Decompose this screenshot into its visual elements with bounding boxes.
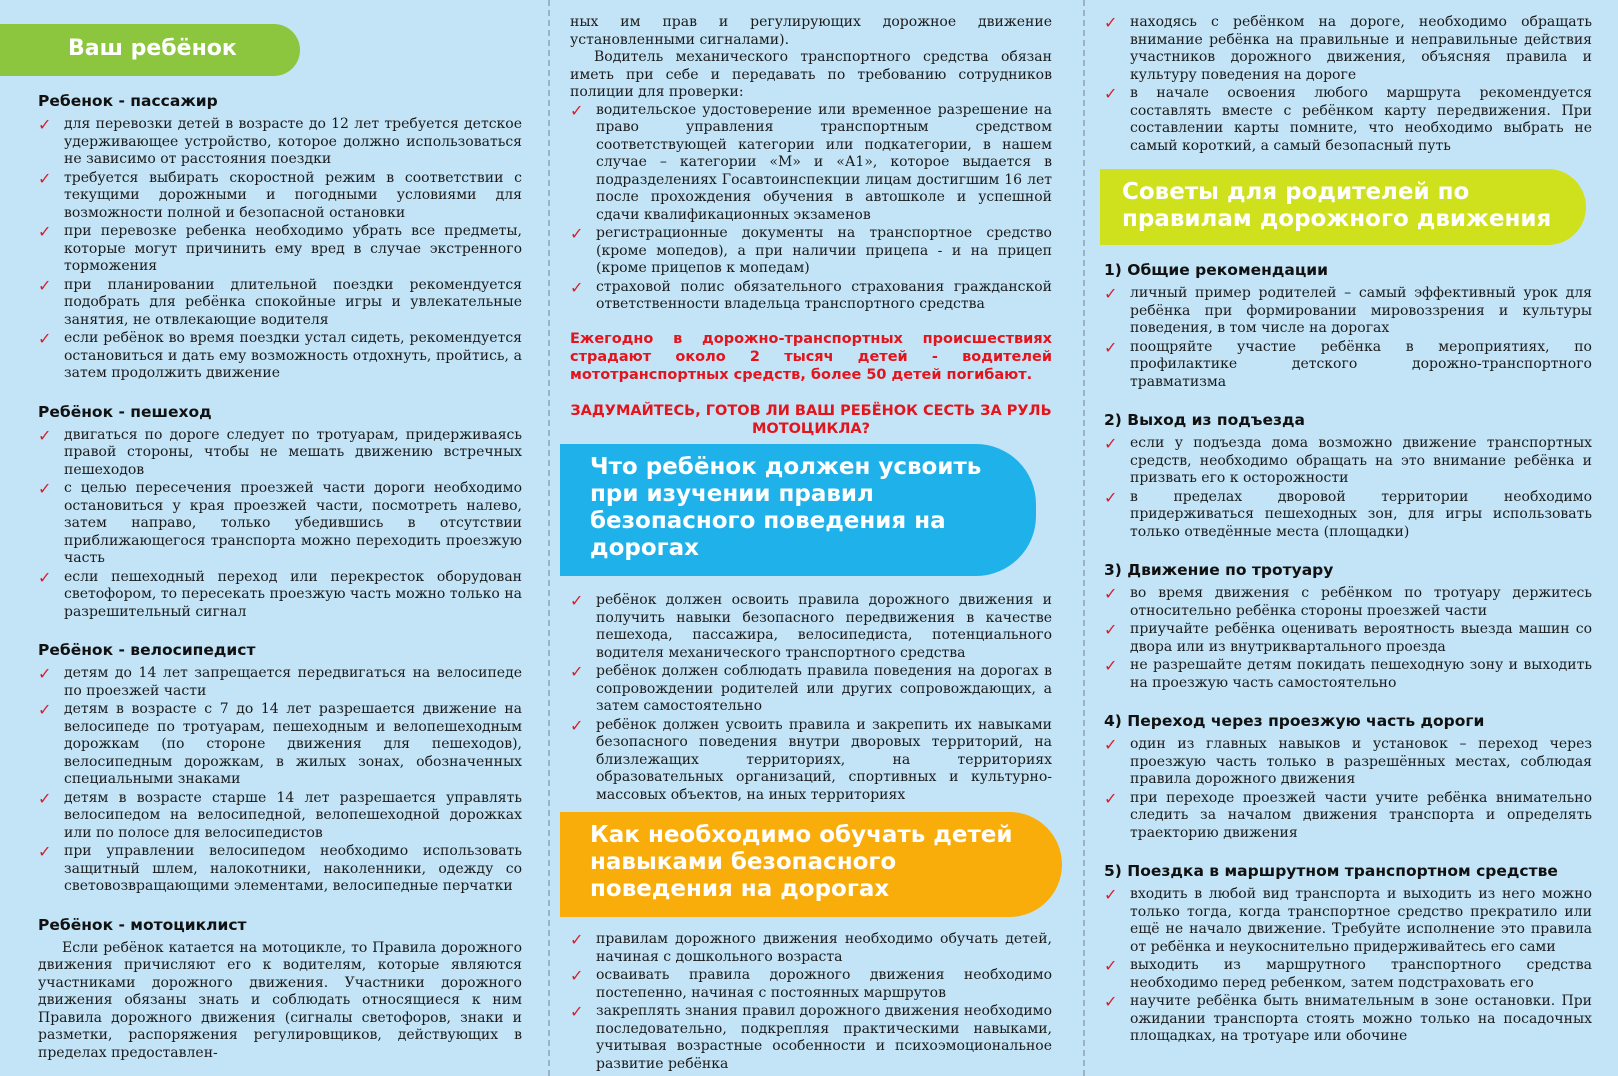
section-list — [1104, 886, 1592, 1046]
section-list — [38, 665, 522, 896]
list-item-text: во время движения с ребёнком по тротуару держитесь относительно ребёнка стороны проезжей части — [1130, 585, 1592, 619]
checkmark-icon: ✓ — [1104, 735, 1118, 755]
list-item-text: приучайте ребёнка оценивать вероятность выезда машин со двора или из внутриквартального проезда — [1130, 621, 1592, 655]
list-item-text: для перевозки детей в возрасте до 12 лет требуется детское удерживающее устройство, которое должно использоваться не зависимо от расстояния поездки — [64, 116, 522, 167]
list-item — [570, 1003, 1052, 1073]
checkmark-icon: ✓ — [1104, 620, 1118, 640]
list-item — [570, 663, 1052, 716]
checkmark-icon: ✓ — [1104, 284, 1118, 304]
checkmark-icon: ✓ — [570, 966, 584, 986]
checkmark-icon: ✓ — [1104, 337, 1118, 357]
list-item-text: если пешеходный переход или перекресток оборудован светофором, то пересекать проезжую часть можно только на разрешительный сигнал — [64, 568, 522, 620]
checkmark-icon: ✓ — [38, 425, 52, 445]
list-item — [1104, 621, 1592, 656]
checkmark-icon: ✓ — [38, 700, 52, 719]
checkmark-icon: ✓ — [570, 715, 584, 735]
checkmark-icon: ✓ — [570, 1002, 584, 1022]
list-item — [570, 279, 1052, 314]
list-item-text: если у подъезда дома возможно движение транспортных средств, необходимо обращать на это внимание ребёнка и призвать его к осторожности — [1130, 435, 1592, 487]
list-item — [1104, 736, 1592, 789]
list-item — [1104, 85, 1592, 155]
checkmark-icon: ✓ — [38, 479, 52, 498]
checkmark-icon: ✓ — [570, 277, 584, 297]
list-item-text: ребёнок должен усвоить правила и закрепить их навыками безопасного поведения внутри дворовых территорий, на близлежащих территориях, на территориях образовательных организаций, спортивных и культурно-массовых объектов, на иных территориях — [596, 716, 1052, 803]
banner-what-child-should-learn: Что ребёнок должен усвоить при изучении правил безопасного поведения на дорогах — [560, 444, 1036, 577]
list-item — [38, 277, 522, 330]
section-title-motorcyclist: Ребёнок - мотоциклист — [38, 915, 247, 934]
section-title: 4) Переход через проезжую часть дороги — [1104, 712, 1485, 731]
list-item — [570, 102, 1052, 225]
section-title: 5) Поездка в маршрутном транспортном средстве — [1104, 862, 1558, 881]
driver-docs-intro: Водитель механического транспортного средства обязан иметь при себе и передавать по требованию сотрудников полиции для проверки: — [570, 49, 1052, 100]
checkmark-icon: ✓ — [38, 275, 52, 295]
checkmark-icon: ✓ — [1104, 13, 1118, 32]
checkmark-icon: ✓ — [1104, 885, 1118, 905]
list-item — [38, 701, 522, 789]
list-item — [38, 843, 522, 896]
section-title: Ребёнок - велосипедист — [38, 641, 256, 659]
section-title: 2) Выход из подъезда — [1104, 411, 1305, 430]
list-item-text: регистрационные документы на транспортное средство (кроме мопедов), а при наличии прицепа - и на прицеп (кроме прицепов к мопедам) — [596, 225, 1052, 276]
checkmark-icon: ✓ — [38, 168, 52, 188]
list-item-text: входить в любой вид транспорта и выходить из него можно только тогда, когда транспортное средство прекратило или ещё не начало движение. Требуйте исполнение это правила от ребёнка и неукоснительно придерживайтесь его сами — [1130, 886, 1592, 955]
list-item — [1104, 886, 1592, 956]
checkmark-icon: ✓ — [38, 567, 52, 587]
list-item — [38, 223, 522, 276]
section-list — [38, 116, 522, 383]
list-item — [570, 967, 1052, 1002]
section-list — [1104, 585, 1592, 692]
list-item — [38, 170, 522, 223]
list-item — [1104, 435, 1592, 488]
checkmark-icon: ✓ — [570, 100, 584, 120]
teach-list — [570, 931, 1052, 1073]
list-item-text: ребёнок должен соблюдать правила поведения на дорогах в сопровождении родителей или других сопровождающих, а затем самостоятельно — [596, 663, 1052, 714]
list-item-text: при переходе проезжей части учите ребёнка внимательно следить за началом движения транспорта и определять траекторию движения — [1130, 789, 1592, 841]
list-item-text: в пределах дворовой территории необходимо придерживаться пешеходных зон, для игры использовать только отведённые места (площадки) — [1130, 488, 1592, 540]
list-item — [38, 665, 522, 700]
list-item — [38, 427, 522, 480]
list-item-text: один из главных навыков и установок – переход через проезжую часть только в разрешённых местах, соблюдая правила дорожного движения — [1130, 736, 1592, 788]
checkmark-icon: ✓ — [1104, 84, 1118, 103]
list-item-text: осваивать правила дорожного движения необходимо постепенно, начиная с постоянных маршрутов — [596, 967, 1052, 1001]
motorcyclist-text: Если ребёнок катается на мотоцикле, то Правила дорожного движения причисляют его к водителям, которые являются участниками дорожного движения. Участники дорожного движения обязаны знать и соблюдать относящиеся к ним Правила дорожного движения (сигналы светофоров, знаки и разметки, распоряжения регулировщиков, действующих в пределах предоставлен- — [38, 939, 522, 1061]
section-list — [1104, 435, 1592, 541]
driver-docs-list — [570, 102, 1052, 314]
list-item — [1104, 339, 1592, 392]
section-list — [1104, 736, 1592, 842]
list-item-text: при перевозке ребенка необходимо убрать все предметы, которые могут причинить ему вред в случае экстренного торможения — [64, 223, 522, 274]
section-title: Ребёнок - пешеход — [38, 402, 212, 421]
list-item-text: если ребёнок во время поездки устал сидеть, рекомендуется остановиться и дать ему возможность отдохнуть, пройтись, а затем продолжить движение — [64, 330, 522, 381]
list-item-text: научите ребёнка быть внимательным в зоне остановки. При ожидании транспорта стоять можно только на посадочных площадках, на тротуаре или обочине — [1130, 993, 1592, 1045]
list-item — [38, 330, 522, 383]
list-item — [38, 569, 522, 622]
checkmark-icon: ✓ — [1104, 788, 1118, 808]
banner-your-child: Ваш ребёнок — [0, 24, 300, 76]
checkmark-icon: ✓ — [1104, 656, 1118, 676]
list-item — [38, 480, 522, 568]
checkmark-icon: ✓ — [1104, 956, 1118, 976]
list-item-text: требуется выбирать скоростной режим в соответствии с текущими дорожными и погодными условиями для возможности полной и безопасной остановки — [64, 169, 522, 221]
section-list — [38, 427, 522, 622]
list-item — [38, 790, 522, 843]
accident-statistics-note: Ежегодно в дорожно-транспортных происшествиях страдают около 2 тысяч детей - водителей мототранспортных средств, более 50 детей погибают. — [570, 330, 1052, 383]
checkmark-icon: ✓ — [1104, 992, 1118, 1012]
list-item — [1104, 657, 1592, 692]
list-item — [570, 225, 1052, 278]
checkmark-icon: ✓ — [38, 664, 52, 683]
fold-line-right — [1083, 0, 1085, 1076]
list-item-text: с целью пересечения проезжей части дороги необходимо остановиться у края проезжей части, посмотреть налево, затем направо, только убедившись в отсутствии приближающегося транспорта можно переходить проезжую часть — [64, 480, 522, 566]
list-item-text: страховой полис обязательного страхования гражданской ответственности владельца транспортного средства — [596, 278, 1052, 312]
list-item-text: детям в возрасте с 7 до 14 лет разрешается движение на велосипеде по тротуарам, пешеходным и велопешеходным дорожкам (по стороне движения для пешеходов), велосипедным дорожкам, в жилых зонах, обозначенных специальными знаками — [64, 701, 522, 787]
checkmark-icon: ✓ — [570, 930, 584, 950]
checkmark-icon: ✓ — [38, 842, 52, 861]
column-middle — [550, 0, 1082, 1076]
parent-advice-sections — [1104, 261, 1592, 1046]
list-item — [1104, 489, 1592, 542]
list-item — [38, 116, 522, 169]
list-item — [1104, 993, 1592, 1046]
learn-list — [570, 592, 1052, 804]
continuation-text: ных им прав и регулирующих дорожное движение установленными сигналами). — [570, 14, 1052, 48]
list-item — [570, 592, 1052, 662]
list-item — [1104, 14, 1592, 84]
list-item-text: детям до 14 лет запрещается передвигаться на велосипеде по проезжей части — [64, 665, 522, 699]
list-item — [1104, 957, 1592, 992]
child-role-sections — [38, 92, 522, 896]
list-item — [570, 931, 1052, 966]
section-title: 3) Движение по тротуару — [1104, 561, 1334, 580]
list-item-text: водительское удостоверение или временное разрешение на право управления транспортным средством соответствующей категории или подкатегории, в нашем случае – категории «М» и «А1», которое выдается в подразделениях Госавтоинспекции лицам достигшим 16 лет после прохождения обучения в автошколе и успешной сдачи квалификационных экзаменов — [596, 101, 1052, 223]
list-item-text: двигаться по дороге следует по тротуарам, придерживаясь правой стороны, чтобы не мешать движению встречных пешеходов — [64, 426, 522, 478]
list-item-text: находясь с ребёнком на дороге, необходимо обращать внимание ребёнка на правильные и неправильные действия участников дорожного движения, объясняя правила и культуру поведения на дороге — [1130, 14, 1592, 83]
list-item-text: правилам дорожного движения необходимо обучать детей, начиная с дошкольного возраста — [596, 931, 1052, 965]
list-item-text: закреплять знания правил дорожного движения необходимо последовательно, подкрепляя практическими навыками, учитывая возрастные особенности и психоэмоциональное развитие ребёнка — [596, 1003, 1052, 1072]
list-item-text: в начале освоения любого маршрута рекомендуется составлять вместе с ребёнком карту передвижения. При составлении карты помните, что необходимо выбрать не самый короткий, а самый безопасный путь — [1130, 85, 1592, 154]
banner-parent-advice: Советы для родителей по правилам дорожного движения — [1100, 169, 1586, 245]
list-item-text: личный пример родителей – самый эффективный урок для ребёнка при формировании мировоззрения и культуры поведения, в том числе на дорогах — [1130, 285, 1592, 337]
column-left — [0, 0, 548, 1076]
list-item-text: не разрешайте детям покидать пешеходную зону и выходить на проезжую часть самостоятельно — [1130, 657, 1592, 691]
list-item-text: при управлении велосипедом необходимо использовать защитный шлем, налокотники, наколенники, одежду со световозвращающими элементами, велосипедные перчатки — [64, 843, 522, 894]
checkmark-icon: ✓ — [38, 222, 52, 241]
checkmark-icon: ✓ — [570, 662, 584, 681]
list-item — [570, 717, 1052, 805]
list-item-text: поощряйте участие ребёнка в мероприятиях, по профилактике детского дорожно-транспортного травматизма — [1130, 338, 1592, 390]
section-title: 1) Общие рекомендации — [1104, 261, 1329, 280]
list-item-text: ребёнок должен освоить правила дорожного движения и получить навыки безопасного передвижения в качестве пешехода, пассажира, велосипедиста, потенциального водителя механического транспортного средства — [596, 592, 1052, 661]
list-item — [1104, 285, 1592, 338]
list-item — [1104, 790, 1592, 843]
motorcycle-question: ЗАДУМАЙТЕСЬ, ГОТОВ ЛИ ВАШ РЕБЁНОК СЕСТЬ ЗА РУЛЬ МОТОЦИКЛА? — [570, 402, 1052, 437]
checkmark-icon: ✓ — [1104, 487, 1118, 507]
checkmark-icon: ✓ — [38, 329, 52, 348]
checkmark-icon: ✓ — [1104, 584, 1118, 604]
checkmark-icon: ✓ — [570, 224, 584, 243]
checkmark-icon: ✓ — [1104, 434, 1118, 454]
section-title: Ребенок - пассажир — [38, 92, 218, 110]
section-list — [1104, 285, 1592, 391]
checkmark-icon: ✓ — [38, 115, 52, 134]
list-item-text: детям в возрасте старше 14 лет разрешается управлять велосипедом на велосипедной, велопешеходной дорожках или по полосе для велосипедистов — [64, 789, 522, 841]
banner-how-to-teach: Как необходимо обучать детей навыками безопасного поведения на дорогах — [560, 812, 1062, 917]
checkmark-icon: ✓ — [570, 591, 584, 610]
list-item — [1104, 585, 1592, 620]
checkmark-icon: ✓ — [38, 788, 52, 808]
list-item-text: выходить из маршрутного транспортного средства необходимо перед ребенком, затем подстраховать его — [1130, 957, 1592, 991]
column-right — [1086, 0, 1618, 1076]
list-item-text: при планировании длительной поездки рекомендуется подобрать для ребёнка спокойные игры и увлекательные занятия, не отвлекающие водителя — [64, 276, 522, 328]
top-advice-list — [1104, 14, 1592, 155]
